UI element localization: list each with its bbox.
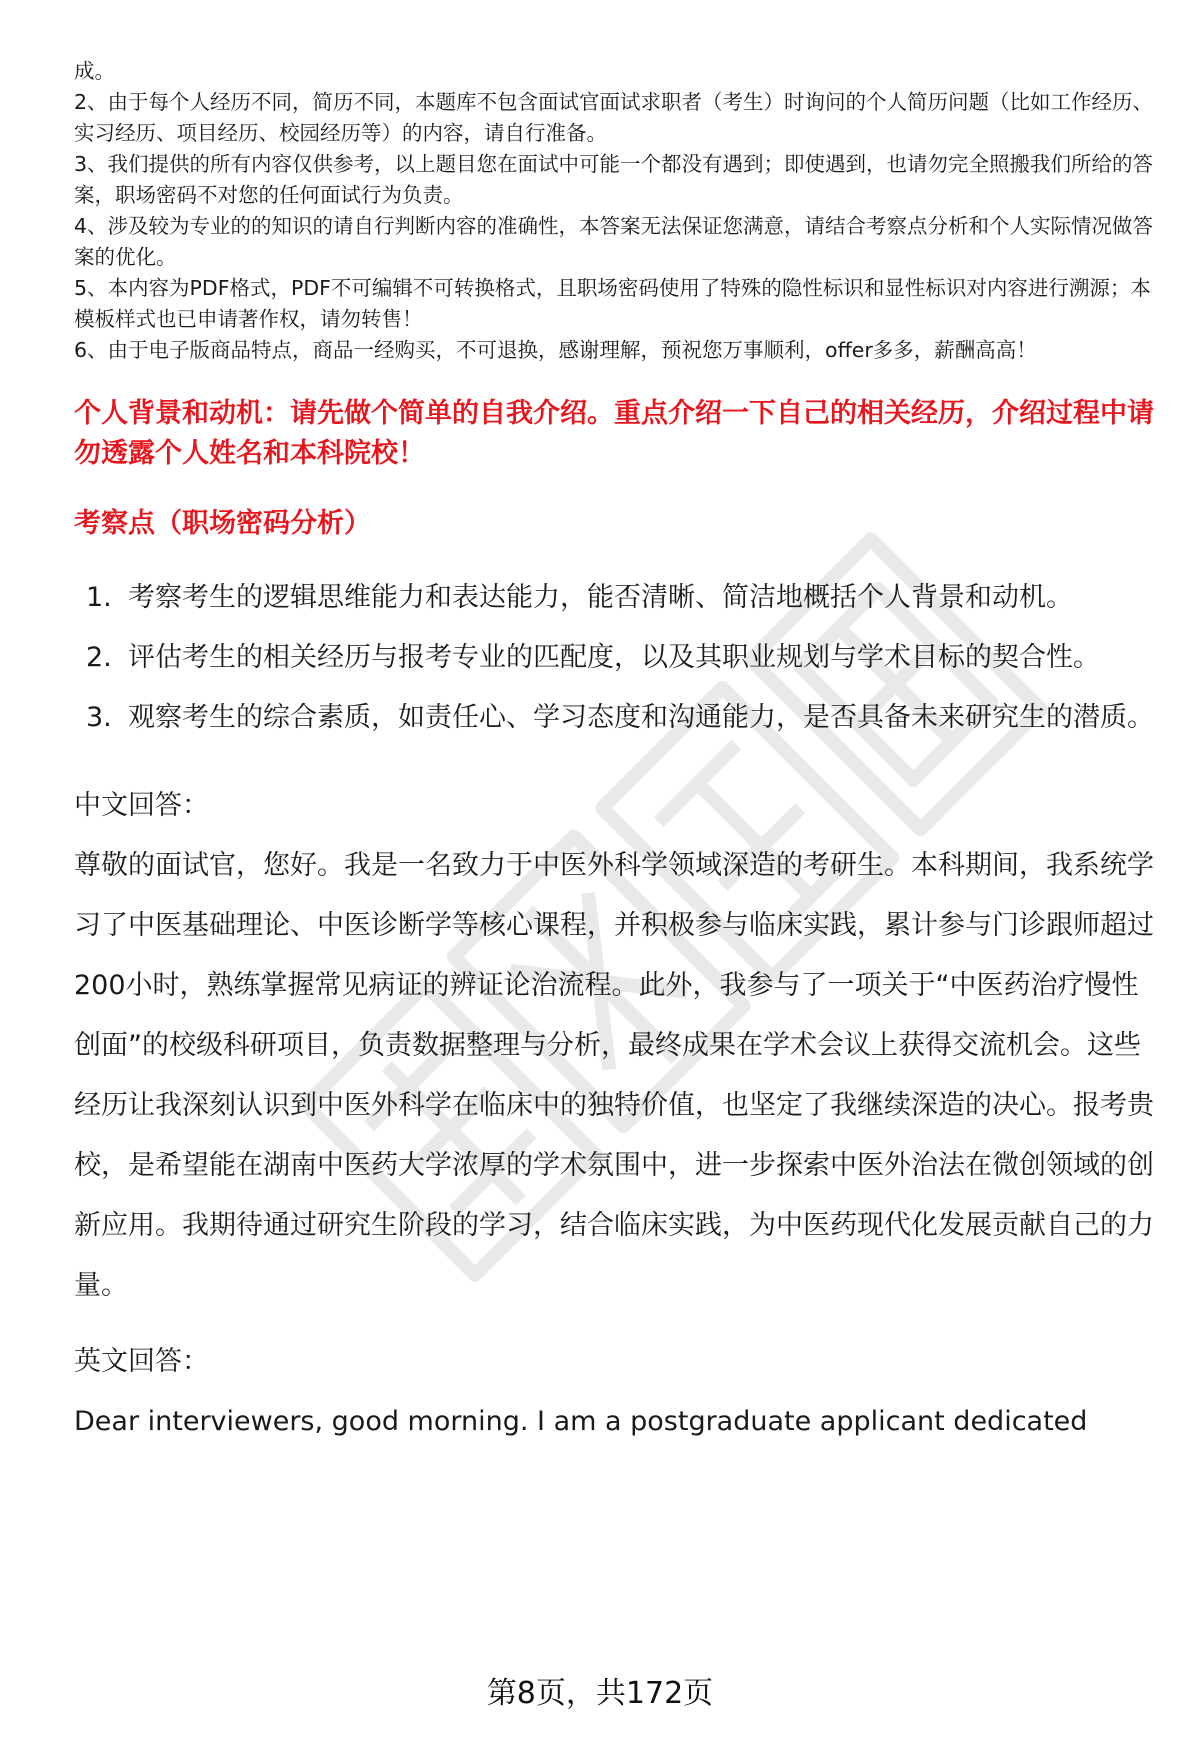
list-item-text: 评估考生的相关经历与报考专业的匹配度，以及其职业规划与学术目标的契合性。 <box>128 642 1100 673</box>
list-item-number: 3. <box>86 702 112 733</box>
list-item-number: 1. <box>86 582 112 613</box>
english-answer-text: Dear interviewers, good morning. I am a postgraduate applicant dedicated <box>74 1406 1088 1437</box>
document-page <box>74 56 1154 1452</box>
note-line: 6、由于电子版商品特点，商品一经购买，不可退换，感谢理解，预祝您万事顺利，offer多多，薪酬高高！ <box>74 338 1037 362</box>
list-item-number: 2. <box>86 642 112 673</box>
analysis-heading: 考察点（职场密码分析） <box>74 508 371 539</box>
notes-block <box>74 56 1154 366</box>
list-item <box>74 568 1154 628</box>
note-line: 5、本内容为PDF格式，PDF不可编辑不可转换格式，且职场密码使用了特殊的隐性标识和显性标识对内容进行溯源；本模板样式也已申请著作权，请勿转售！ <box>74 276 1151 331</box>
list-item-text: 考察考生的逻辑思维能力和表达能力，能否清晰、简洁地概括个人背景和动机。 <box>128 582 1073 613</box>
english-answer-label: 英文回答： <box>74 1346 209 1377</box>
note-line: 2、由于每个人经历不同，简历不同，本题库不包含面试官面试求职者（考生）时询问的个人简历问题（比如工作经历、实习经历、项目经历、校园经历等）的内容，请自行准备。 <box>74 90 1154 145</box>
chinese-answer-label: 中文回答： <box>74 790 209 821</box>
list-item-text: 观察考生的综合素质，如责任心、学习态度和沟通能力，是否具备未来研究生的潜质。 <box>128 702 1154 733</box>
list-item <box>74 628 1154 688</box>
note-line: 3、我们提供的所有内容仅供参考，以上题目您在面试中可能一个都没有遇到；即使遇到，也请勿完全照搬我们所给的答案，职场密码不对您的任何面试行为负责。 <box>74 152 1154 207</box>
chinese-answer-text: 尊敬的面试官，您好。我是一名致力于中医外科学领域深造的考研生。本科期间，我系统学习了中医基础理论、中医诊断学等核心课程，并积极参与临床实践，累计参与门诊跟师超过200小时，熟练掌握常见病证的辨证论治流程。此外，我参与了一项关于“中医药治疗慢性创面”的校级科研项目，负责数据整理与分析，最终成果在学术会议上获得交流机会。这些经历让我深刻认识到中医外科学在临床中的独特价值，也坚定了我继续深造的决心。报考贵校，是希望能在湖南中医药大学浓厚的学术氛围中，进一步探索中医外治法在微创领域的创新应用。我期待通过研究生阶段的学习，结合临床实践，为中医药现代化发展贡献自己的力量。 <box>74 850 1154 1301</box>
page-number-footer: 第8页，共172页 <box>486 1676 714 1711</box>
note-line: 4、涉及较为专业的的知识的请自行判断内容的准确性，本答案无法保证您满意，请结合考察点分析和个人实际情况做答案的优化。 <box>74 214 1154 269</box>
question-heading: 个人背景和动机：请先做个简单的自我介绍。重点介绍一下自己的相关经历，介绍过程中请勿透露个人姓名和本科院校！ <box>74 398 1154 469</box>
note-line: 成。 <box>74 59 115 83</box>
list-item <box>74 688 1154 748</box>
analysis-points-list <box>74 568 1154 748</box>
